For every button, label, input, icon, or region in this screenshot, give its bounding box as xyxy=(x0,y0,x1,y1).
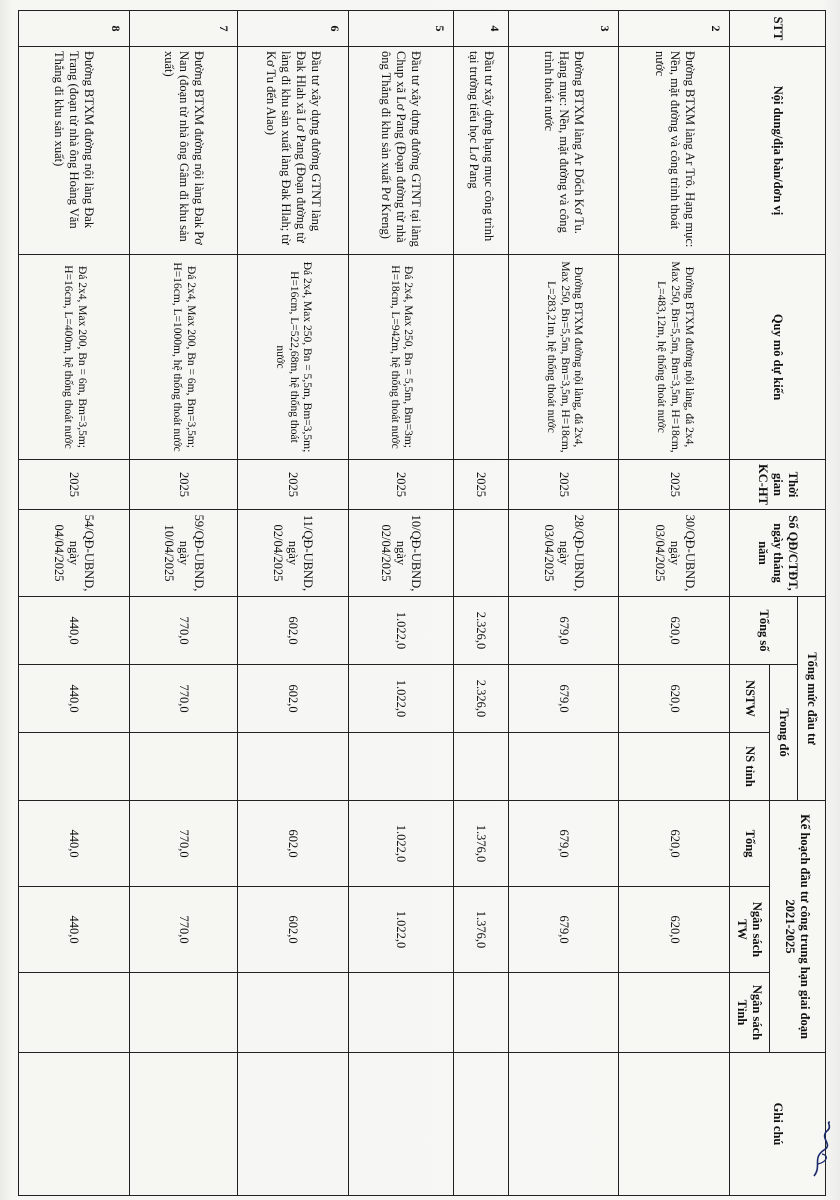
row-plan-total: 679,0 xyxy=(508,801,619,887)
row-ns-tinh xyxy=(238,733,349,801)
row-scale: Đá 2x4, Max 200, Bn = 6m, Bm=3,5m; H=16cm, L=400m, hệ thống thoát nước xyxy=(19,255,130,460)
row-total: 679,0 xyxy=(508,597,619,665)
row-plan-tinh xyxy=(238,973,349,1053)
row-stt: 3 xyxy=(508,11,619,47)
header-total-investment: Tổng mức đầu tư xyxy=(798,597,826,801)
row-note xyxy=(129,1053,237,1196)
row-content: Đầu tư xây dựng đường GTNT tại làng Chup xã Lơ Pang (Đoạn đường từ nhà ông Thắng đi khu sản xuất Pơ Kreng) xyxy=(348,47,453,255)
row-time: 2025 xyxy=(619,460,730,510)
row-total: 440,0 xyxy=(19,597,130,665)
header-plan-total: Tổng xyxy=(730,801,770,887)
row-stt: 5 xyxy=(348,11,453,47)
row-note xyxy=(348,1053,453,1196)
row-plan-total: 620,0 xyxy=(619,801,730,887)
table-row xyxy=(619,11,730,1196)
row-scale: Đá 2x4, Max 250, Bn = 5,5m, Bm=3m; H=18cm, L=942m, hệ thống thoát nước xyxy=(348,255,453,460)
row-plan-total: 1.376,0 xyxy=(453,801,508,887)
header-nstw: NSTW xyxy=(730,665,770,733)
row-content: Đường BTXM làng Ar Dốch Kơ Tu. Hạng mục: Nền, mặt đường và công trình thoát nước xyxy=(508,47,619,255)
row-ns-tinh xyxy=(19,733,130,801)
row-content: Đường BTXM đường nội làng Đak Trang (đoạn từ nhà ông Hoàng Văn Thắng đi khu sản xuất) xyxy=(19,47,130,255)
row-time: 2025 xyxy=(129,460,237,510)
row-time: 2025 xyxy=(453,460,508,510)
row-decision xyxy=(453,510,508,597)
row-nstw: 602,0 xyxy=(238,665,349,733)
row-plan-tinh xyxy=(508,973,619,1053)
row-scale xyxy=(453,255,508,460)
rotated-document-page xyxy=(18,10,826,1195)
row-scale: Đá 2x4, Max 250, Bn = 5,5m, Bm=3,5m; H=16cm, L=522,68m, hệ thống thoát nước xyxy=(238,255,349,460)
row-ns-tinh xyxy=(129,733,237,801)
row-plan-total: 770,0 xyxy=(129,801,237,887)
row-note xyxy=(453,1053,508,1196)
row-content: Đường BTXM làng Ar Trô. Hạng mục: Nền, mặt đường và công trình thoát nước xyxy=(619,47,730,255)
table-row xyxy=(238,11,349,1196)
row-note xyxy=(238,1053,349,1196)
row-plan-tw: 770,0 xyxy=(129,887,237,973)
row-decision: 59/QĐ-UBND, ngày 10/04/2025 xyxy=(129,510,237,597)
row-nstw: 1.022,0 xyxy=(348,665,453,733)
header-plan-ns-tinh: Ngân sách Tỉnh xyxy=(730,973,770,1053)
row-note xyxy=(619,1053,730,1196)
row-nstw: 2.326,0 xyxy=(453,665,508,733)
row-stt: 8 xyxy=(19,11,130,47)
row-plan-tinh xyxy=(129,973,237,1053)
row-scale: Đá 2x4, Max 200, Bn = 6m, Bm=3,5m; H=16cm, L=1000m, hệ thống thoát nước xyxy=(129,255,237,460)
header-scale: Quy mô dự kiến xyxy=(730,255,826,460)
header-total: Tổng số xyxy=(730,597,798,665)
row-nstw: 679,0 xyxy=(508,665,619,733)
row-time: 2025 xyxy=(238,460,349,510)
row-ns-tinh xyxy=(453,733,508,801)
row-plan-total: 1.022,0 xyxy=(348,801,453,887)
row-total: 2.326,0 xyxy=(453,597,508,665)
row-time: 2025 xyxy=(19,460,130,510)
header-time: Thời gian KC-HT xyxy=(730,460,826,510)
header-plan-ns-tw: Ngân sách TW xyxy=(730,887,770,973)
investment-table xyxy=(18,10,826,1196)
row-plan-total: 602,0 xyxy=(238,801,349,887)
row-total: 602,0 xyxy=(238,597,349,665)
row-nstw: 620,0 xyxy=(619,665,730,733)
table-row xyxy=(508,11,619,1196)
row-plan-tinh xyxy=(619,973,730,1053)
row-time: 2025 xyxy=(508,460,619,510)
row-decision: 11/QĐ-UBND, ngày 02/04/2025 xyxy=(238,510,349,597)
table-row xyxy=(129,11,237,1196)
row-ns-tinh xyxy=(619,733,730,801)
header-content: Nội dung/địa bàn/đơn vị xyxy=(730,47,826,255)
row-plan-tinh xyxy=(348,973,453,1053)
signature-mark xyxy=(808,1120,838,1180)
row-nstw: 440,0 xyxy=(19,665,130,733)
header-ns-tinh: NS tỉnh xyxy=(730,733,770,801)
row-total: 620,0 xyxy=(619,597,730,665)
row-plan-tw: 620,0 xyxy=(619,887,730,973)
row-note xyxy=(508,1053,619,1196)
row-time: 2025 xyxy=(348,460,453,510)
header-plan: Kế hoạch đầu tư công trung hạn giai đoạn 2021-2025 xyxy=(770,801,826,1053)
row-decision: 10/QĐ-UBND, ngày 02/04/2025 xyxy=(348,510,453,597)
row-plan-tw: 440,0 xyxy=(19,887,130,973)
row-total: 1.022,0 xyxy=(348,597,453,665)
row-decision: 54/QĐ-UBND, ngày 04/04/2025 xyxy=(19,510,130,597)
table-row xyxy=(348,11,453,1196)
row-scale: Đường BTXM đường nội làng, đá 2x4, Max 250, Bn=5,5m, Bm=3,5m, H=18cm, L=483,12m, hệ thống thoát nước xyxy=(619,255,730,460)
row-plan-tw: 1.022,0 xyxy=(348,887,453,973)
row-stt: 2 xyxy=(619,11,730,47)
header-of-which: Trong đó xyxy=(770,665,798,801)
row-stt: 7 xyxy=(129,11,237,47)
row-content: Đầu tư xây dựng đường GTNT làng Đak Hlah xã Lơ Pang (Đoạn đường từ làng đi khu sản xuất làng Đak Hlah; từ Kơ Tu đến Alao) xyxy=(238,47,349,255)
table-row xyxy=(453,11,508,1196)
row-stt: 4 xyxy=(453,11,508,47)
row-note xyxy=(19,1053,130,1196)
row-plan-tinh xyxy=(453,973,508,1053)
row-total: 770,0 xyxy=(129,597,237,665)
row-decision: 28/QĐ-UBND, ngày 03/04/2025 xyxy=(508,510,619,597)
header-stt: STT xyxy=(730,11,826,47)
header-decision: Số QĐ/CTĐT, ngày tháng năm xyxy=(730,510,826,597)
row-ns-tinh xyxy=(348,733,453,801)
row-plan-tinh xyxy=(19,973,130,1053)
row-scale: Đường BTXM đường nội làng, đá 2x4, Max 250, Bn=5,5m, Bm=3,5m, H=18cm, L=283,21m, hệ thống thoát nước xyxy=(508,255,619,460)
row-plan-tw: 1.376,0 xyxy=(453,887,508,973)
header-note: Ghi chú xyxy=(730,1053,826,1196)
row-decision: 30/QĐ-UBND, ngày 03/04/2025 xyxy=(619,510,730,597)
row-plan-total: 440,0 xyxy=(19,801,130,887)
row-plan-tw: 602,0 xyxy=(238,887,349,973)
row-ns-tinh xyxy=(508,733,619,801)
row-content: Đầu tư xây dựng hạng mục công trình tại trường tiểu học Lơ Pang xyxy=(453,47,508,255)
row-content: Đường BTXM đường nội làng Đak Pơ Nan (đoạn từ nhà ông Gâm đi khu sản xuất) xyxy=(129,47,237,255)
row-plan-tw: 679,0 xyxy=(508,887,619,973)
row-stt: 6 xyxy=(238,11,349,47)
table-row xyxy=(19,11,130,1196)
row-nstw: 770,0 xyxy=(129,665,237,733)
